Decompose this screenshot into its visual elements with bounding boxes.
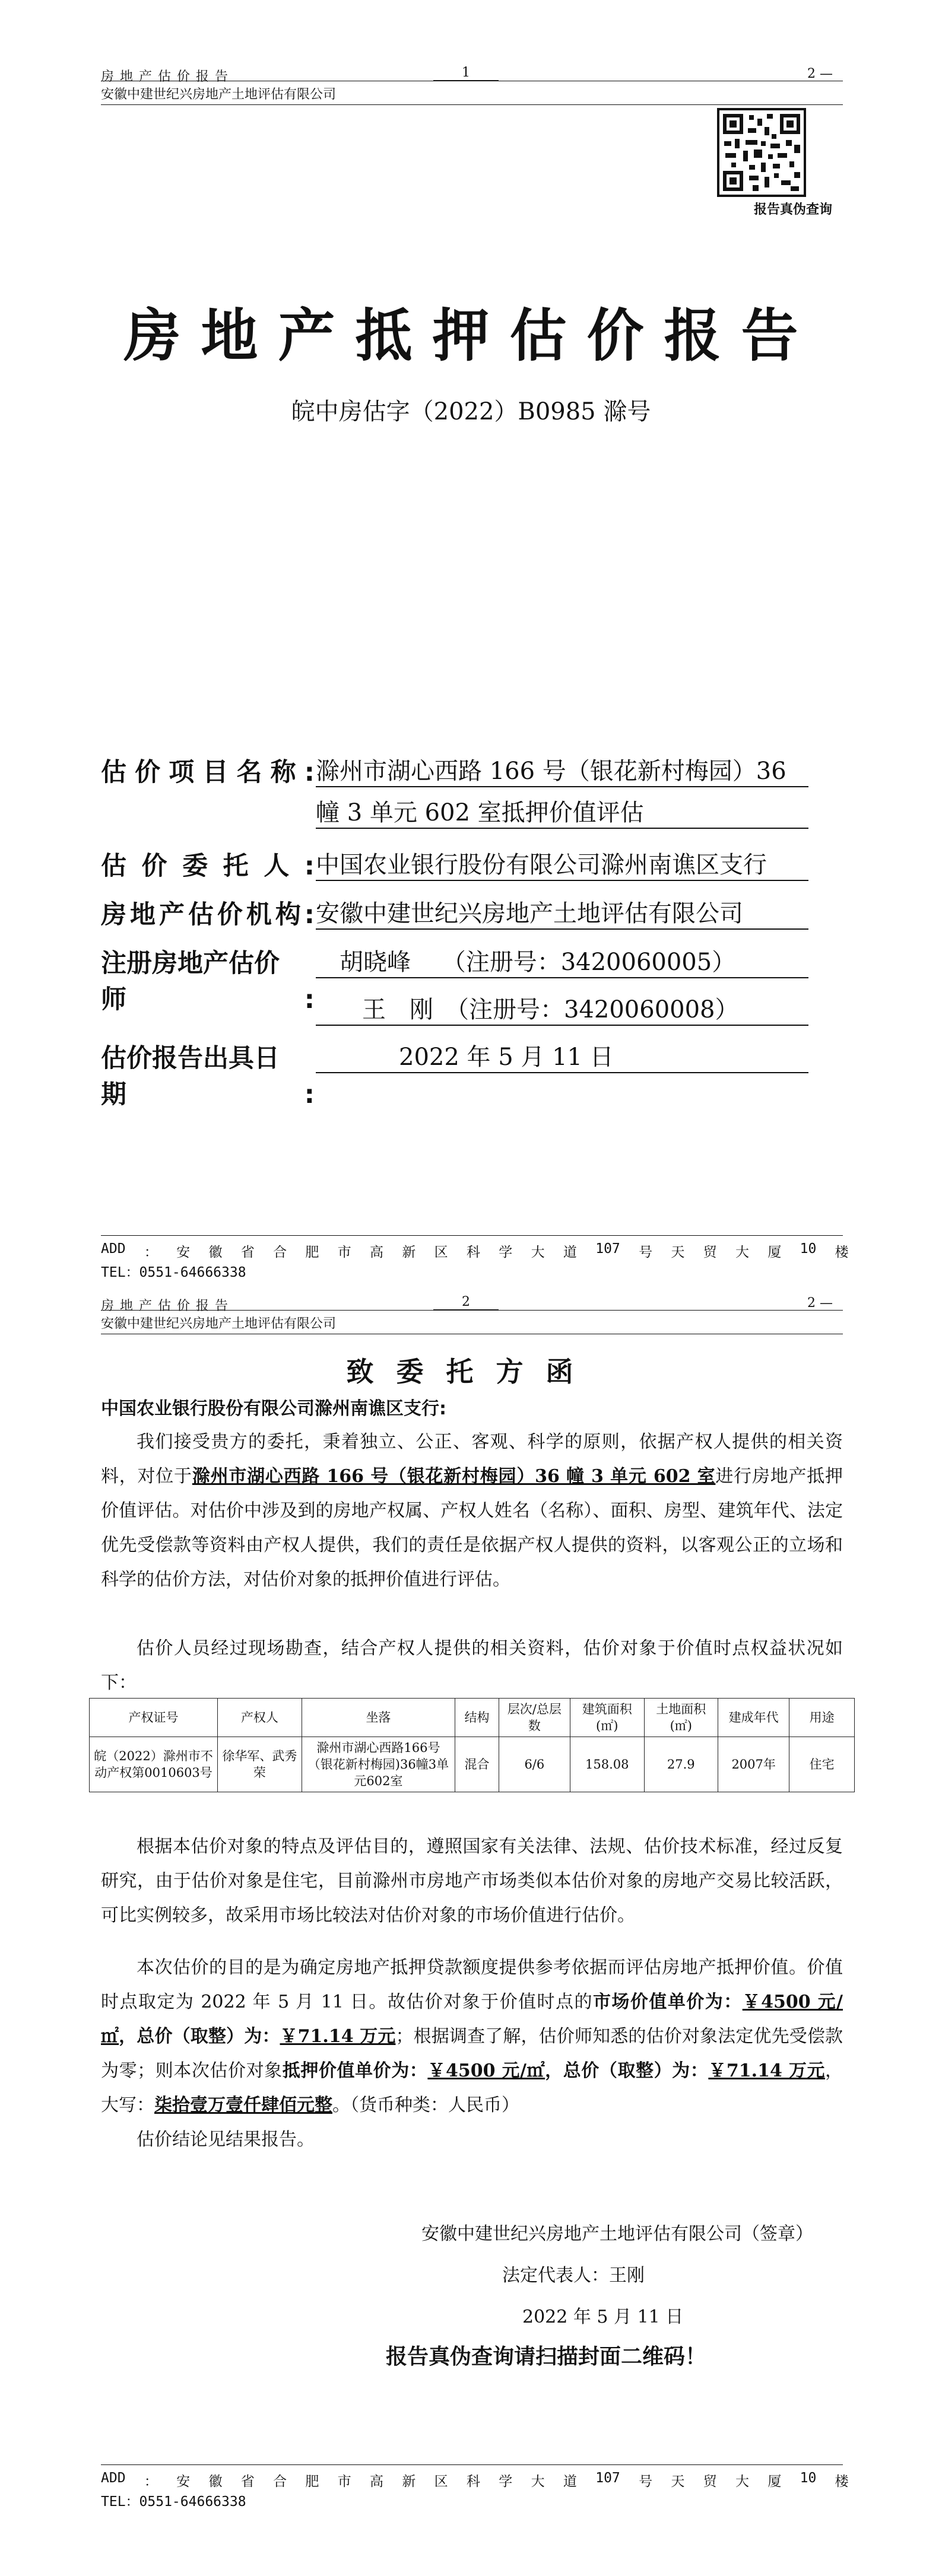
footer-tel: TEL：0551-64666338 [101,1265,246,1280]
mortgage-unit-price: ￥4500 元/㎡ [427,2060,545,2081]
qr-caption: 报告真伪查询 [754,202,833,217]
paragraph-3: 根据本估价对象的特点及评估目的，遵照国家有关法律、法规、估价技术标准，经过反复研究，由于估价对象是住宅，目前滁州市房地产市场类似本估价对象的房地产交易比较活跃，可比实例较多，故采用市场比较法对估价对象的市场价值进行估价。 [101,1836,843,1926]
table-row: 皖（2022）滁州市不动产权第0010603号 徐华军、武秀荣 滁州市湖心西路166号（银花新村梅园)36幢3单元602室 混合 6/6 158.08 27.9 2007年 住宅 [90,1737,855,1792]
letter-title: 致委托方函 [346,1356,596,1388]
footer-address-2: ADD ： 安 徽 省 合 肥 市 高 新 区 科 学 大 道 107 号 天 贸 大 厦 10 楼 [101,2470,849,2489]
appraiser-1-underline [316,977,808,978]
paragraph-1: 我们接受贵方的委托，秉着独立、公正、客观、科学的原则，依据产权人提供的相关资料，对位于滁州市湖心西路 166 号（银花新村梅园）36 幢 3 单元 602 室进行房地产抵押价值评估。对估价中涉及到的房地产权属、产权人姓名（名称）、面积、房型、建筑年代、法定优先受偿款等资料由产权人提供，我们的责任是依据产权人提供的资料，以客观公正的立场和科学的估价方法，对估价对象的抵押价值进行评估。 [101,1432,843,1590]
date-underline [316,1072,808,1073]
sign-representative: 法定代表人：王刚 [502,2265,645,2286]
sign-date: 2022 年 5 月 11 日 [522,2307,684,2327]
mortgage-total-price: ￥71.14 万元 [708,2060,826,2081]
market-total-price: ￥71.14 万元 [280,2026,396,2047]
appraiser-1: 胡晓峰 （注册号：3420060005） [340,949,736,976]
appraiser-label: 注册房地产估价师: [101,949,315,1015]
header-divider-bottom [101,104,843,105]
header-divider-2 [101,1310,843,1311]
agency-underline [316,928,808,930]
project-underline [316,828,808,829]
authenticity-notice: 报告真伪查询请扫描封面二维码！ [386,2345,707,2369]
date-value: 2022 年 5 月 11 日 [399,1044,614,1071]
agency-value-wrap [316,895,808,928]
page-number-2: 2 [433,1295,499,1311]
header-report-title-2: 房地产估价报告 [101,1299,234,1314]
agency-label: 房地产估价机构: [101,900,315,930]
paragraph-2: 估价人员经过现场勘查，结合产权人提供的相关资料，估价对象于价值时点权益状况如下： [101,1638,843,1693]
appraiser-2-underline [316,1025,808,1026]
project-value-line2-text: 幢 3 单元 602 室抵押价值评估 [316,799,644,826]
date-value-wrap [316,1038,808,1072]
appraiser-2-wrap [316,991,808,1025]
paragraph-4: 本次估价的目的是为确定房地产抵押贷款额度提供参考依据而评估房地产抵押价值。价值时点取定为 2022 年 5 月 11 日。故估价对象于价值时点的市场价值单价为：￥4500 元/㎡，总价（取整）为：￥71.14 万元；根据调查了解，估价师知悉的估价对象法定优先受偿款为零；则本次估价对象抵押价值单价为：￥4500 元/㎡，总价（取整）为：￥71.14 万元，大写：柒拾壹万壹仟肆佰元整。（货币种类：人民币） [101,1957,843,2116]
footer-address: ADD ： 安 徽 省 合 肥 市 高 新 区 科 学 大 道 107 号 天 贸 大 厦 10 楼 [101,1241,849,1260]
property-table [89,1698,855,1792]
appraiser-2: 王 刚 （注册号：3420060008） [362,996,739,1023]
amount-in-words: 柒拾壹万壹仟肆佰元整 [154,2095,332,2116]
sign-company: 安徽中建世纪兴房地产土地评估有限公司（签章） [421,2224,813,2244]
report-title: 房地产抵押估价报告 [123,303,819,369]
header-company: 安徽中建世纪兴房地产土地评估有限公司 [101,87,337,102]
appraiser-1-wrap [316,943,808,977]
paragraph-5: 估价结论见结果报告。 [137,2129,315,2150]
market-unit-price: ￥4500 元/㎡ [101,1992,843,2047]
date-label: 估价报告出具日期: [101,1044,315,1109]
page-total-2: 2 — [807,1296,833,1311]
client-label: 估价委托人: [101,851,315,881]
agency-value: 安徽中建世纪兴房地产土地评估有限公司 [316,900,743,927]
page-number: 1 [433,65,499,81]
project-value-line1: 滁州市湖心西路 166 号（银花新村梅园）36 [316,752,808,787]
client-value: 中国农业银行股份有限公司滁州南谯区支行 [316,846,808,881]
page-total: 2 — [807,66,833,81]
qr-code-icon[interactable] [717,108,806,197]
table-header-row: 产权证号 产权人 坐落 结构 层次/总层数 建筑面积(㎡) 土地面积(㎡) 建成年代 用途 [90,1699,855,1737]
footer-divider-2 [101,2464,843,2465]
project-label: 估价项目名称: [101,758,315,787]
header-report-title: 房地产估价报告 [101,69,234,84]
property-address: 滁州市湖心西路 166 号（银花新村梅园）36 幢 3 单元 602 室 [192,1466,716,1487]
project-value-line2 [316,794,808,828]
doc-number: 皖中房估字（2022）B0985 滁号 [291,398,651,425]
addressee: 中国农业银行股份有限公司滁州南谯区支行: [101,1398,446,1419]
header-company-2: 安徽中建世纪兴房地产土地评估有限公司 [101,1316,337,1331]
footer-divider [101,1235,843,1236]
footer-tel-2: TEL：0551-64666338 [101,2494,246,2510]
